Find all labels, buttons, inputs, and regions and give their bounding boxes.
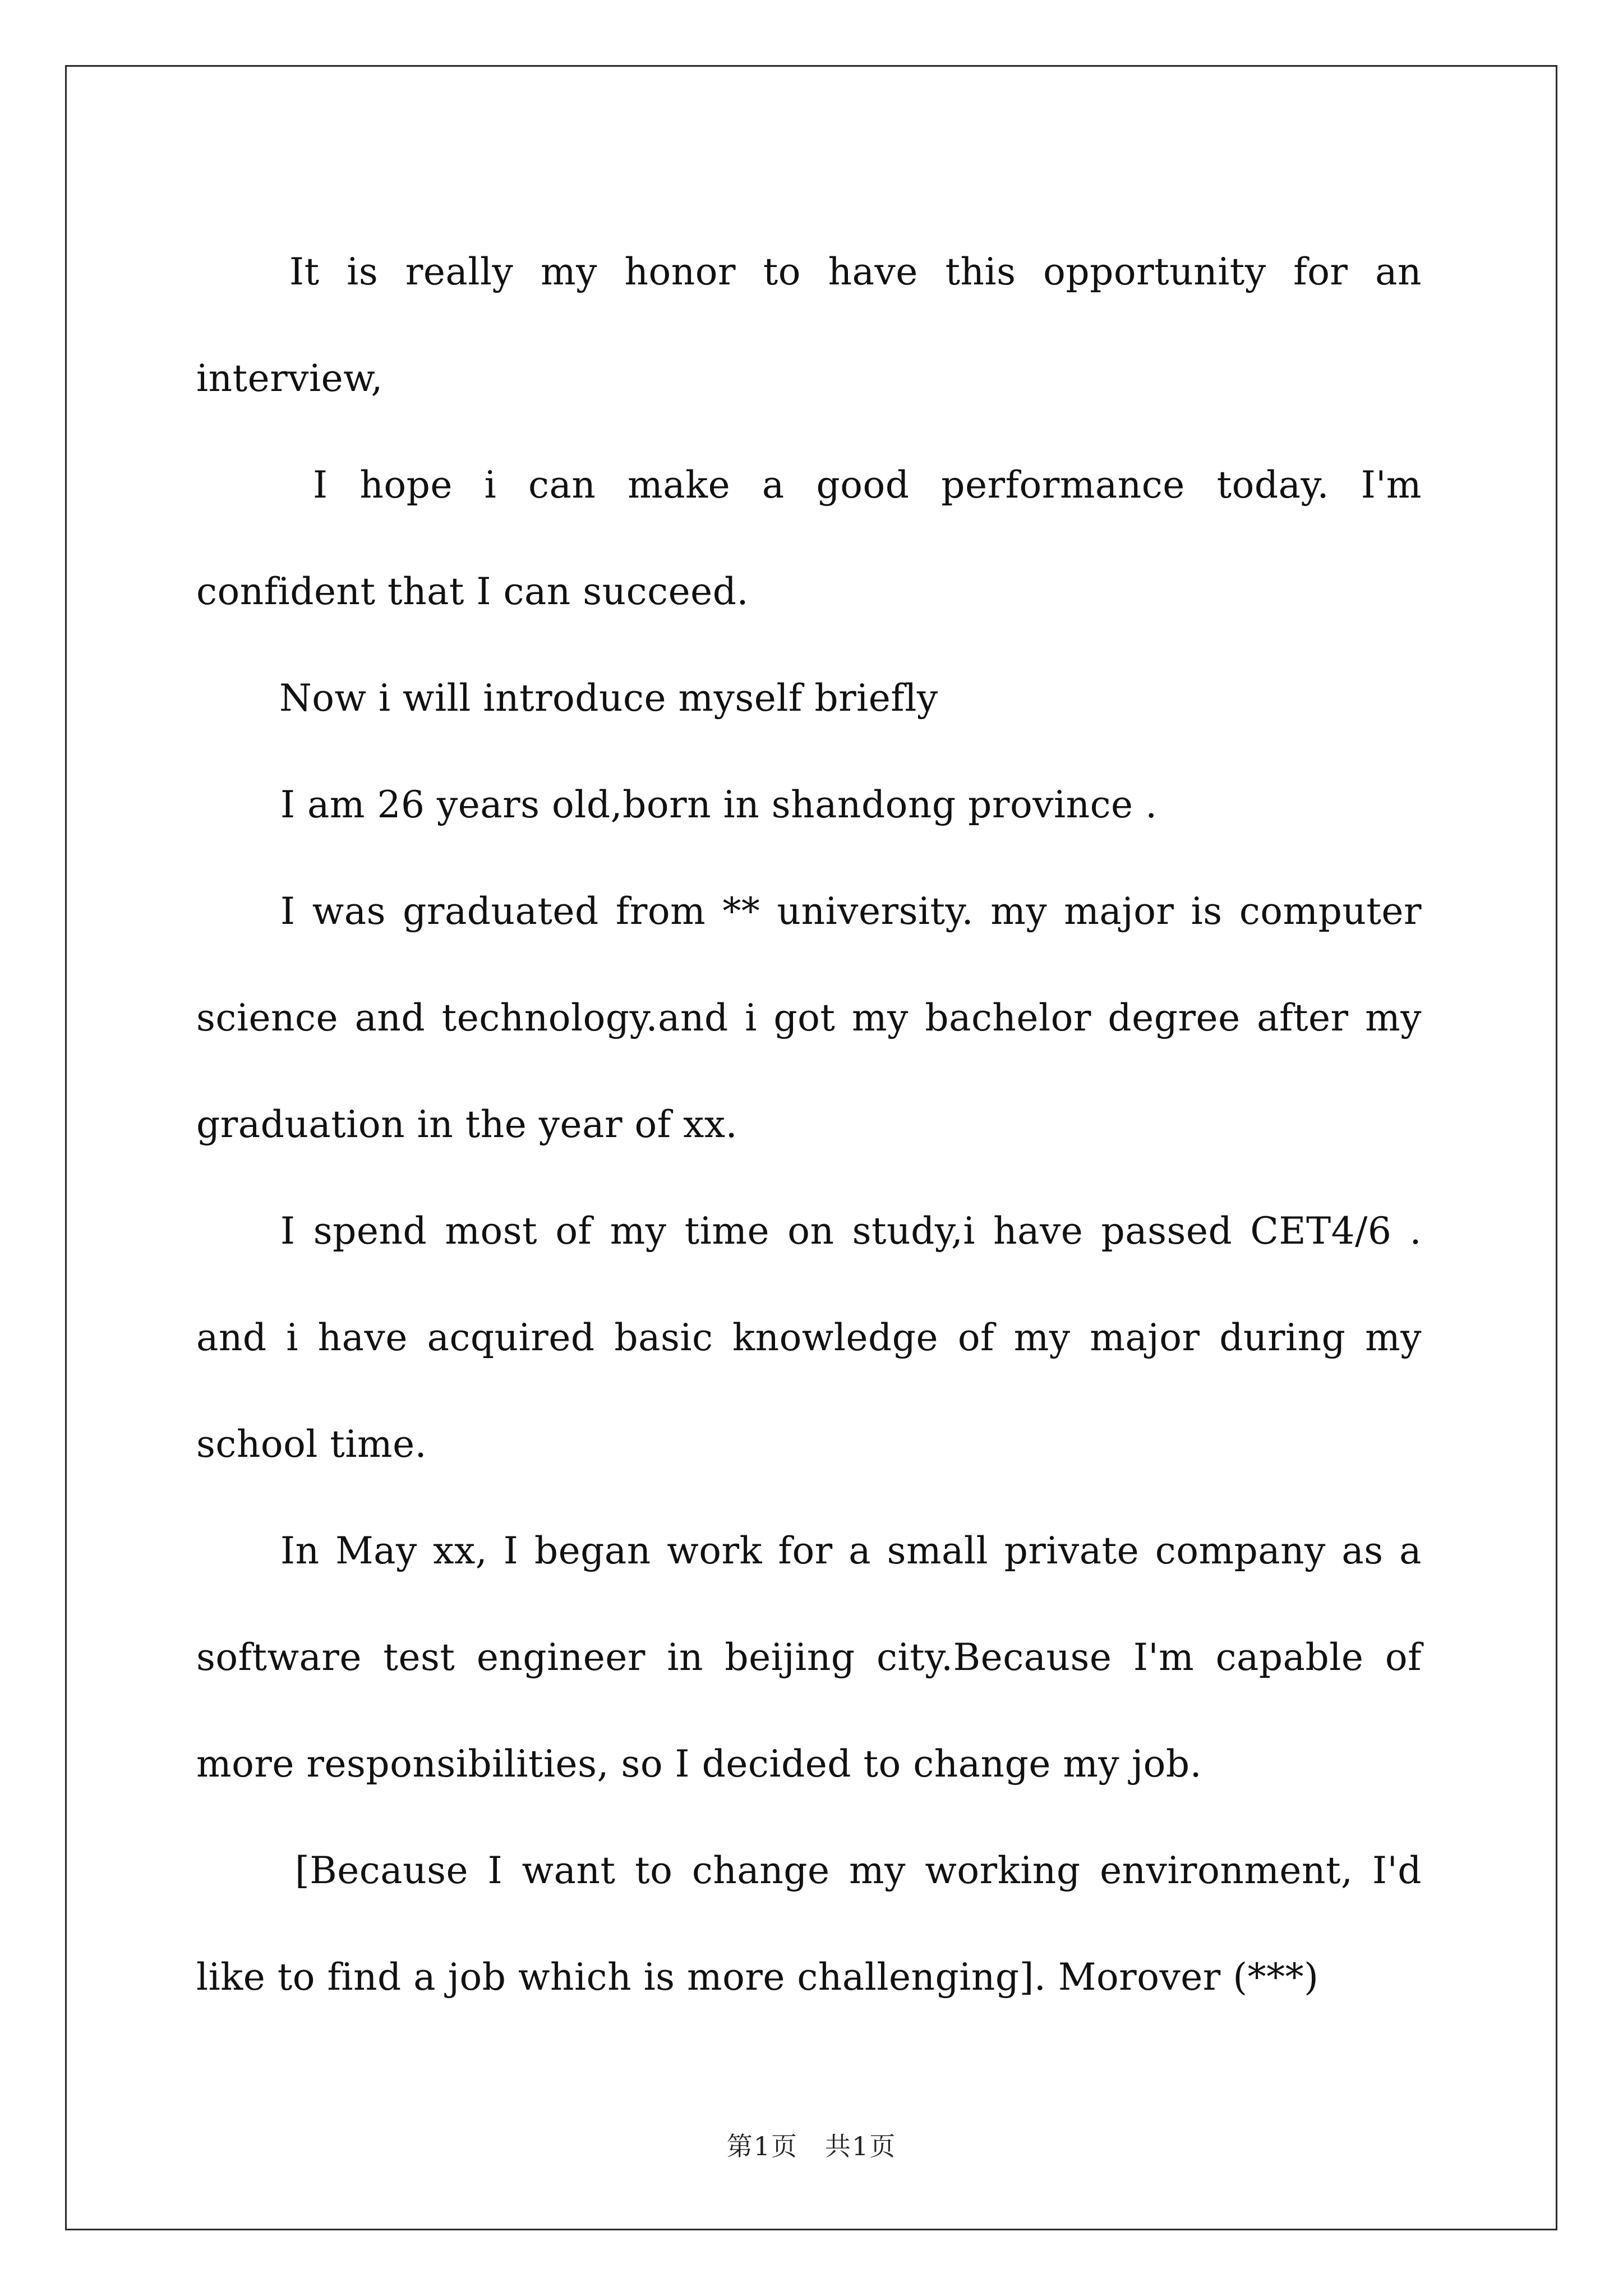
paragraph-study: I spend most of my time on study,i have passed CET4/6 . and i have acquired basic knowledge of my major during my school time. xyxy=(196,1209,1422,1466)
paragraph-change: [Because I want to change my working environment, I'd like to find a job which is more challenging]. Morover (***) xyxy=(196,1849,1422,1999)
page-number: 第1页 xyxy=(726,2131,798,2161)
page-total: 共1页 xyxy=(825,2131,897,2161)
paragraph-honor: It is really my honor to have this opportunity for an interview, xyxy=(196,250,1422,400)
paragraph-age: I am 26 years old,born in shandong province . xyxy=(280,783,1158,826)
paragraph-introduce: Now i will introduce myself briefly xyxy=(279,677,938,720)
page-footer xyxy=(0,2126,1623,2163)
paragraph-work: In May xx, I began work for a small private company as a software test engineer in beijing city.Because I'm capable of more responsibilities, so I decided to change my job. xyxy=(196,1529,1422,1786)
document-body xyxy=(196,219,1422,2031)
paragraph-education: I was graduated from ** university. my major is computer science and technology.and i got my bachelor degree after my graduation in the year of xx. xyxy=(196,890,1422,1146)
paragraph-performance: I hope i can make a good performance today. I'm confident that I can succeed. xyxy=(196,463,1422,613)
